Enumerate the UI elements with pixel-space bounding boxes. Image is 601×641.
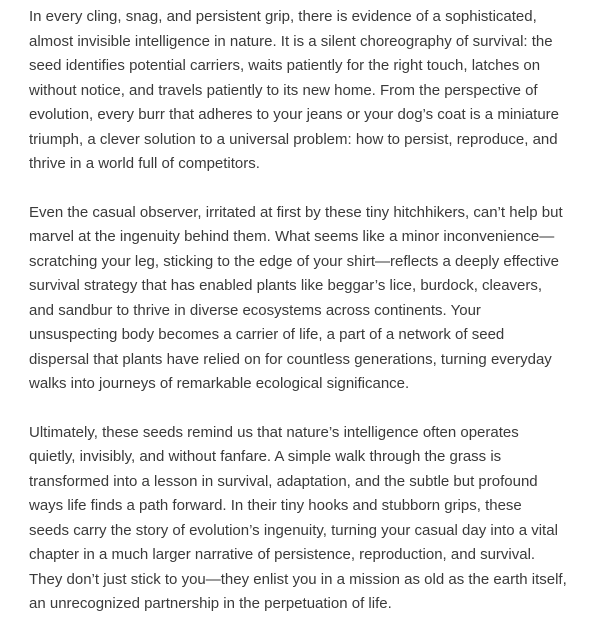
text-line: dispersal that plants have relied on for countless generations, turning everyday: [29, 350, 552, 368]
text-line: unsuspecting body becomes a carrier of life, a part of a network of seed: [29, 326, 505, 343]
text-line: chapter in a much larger narrative of persistence, reproduction, and survival.: [29, 546, 536, 563]
text-line: marvel at the ingenuity behind them. What seems like a minor inconvenience—: [29, 228, 555, 245]
text-line: scratching your leg, sticking to the edge of your shirt—reflects a deeply effective: [29, 252, 559, 270]
paragraph-2: [29, 201, 589, 397]
text-line: almost invisible intelligence in nature. It is a silent choreography of survival: the: [29, 32, 553, 50]
paragraph-3: [29, 421, 589, 617]
text-line: thrive in a world full of competitors.: [29, 155, 260, 172]
text-line: evolution, every burr that adheres to your jeans or your dog’s coat is a miniature: [29, 106, 560, 123]
paragraph-1: [29, 5, 589, 177]
text-line: an unrecognized partnership in the perpetuation of life.: [29, 595, 392, 612]
text-line: walks into journeys of remarkable ecological significance.: [29, 375, 410, 392]
text-line: without notice, and travels patiently to its new home. From the perspective of: [29, 81, 538, 99]
text-line: seeds carry the story of evolution’s ingenuity, turning your casual day into a vital: [29, 521, 558, 539]
text-line: transformed into a lesson in survival, adaptation, and the subtle but profound: [29, 472, 538, 490]
text-line: triumph, a clever solution to a universal problem: how to persist, reproduce, and: [29, 130, 558, 148]
text-line: and sandbur to thrive in diverse ecosystems across continents. Your: [29, 301, 481, 319]
text-line: quietly, invisibly, and without fanfare. A simple walk through the grass is: [29, 448, 502, 465]
article-body: [29, 5, 589, 641]
text-line: survival strategy that has enabled plants like beggar’s lice, burdock, cleavers,: [29, 277, 543, 294]
text-line: Ultimately, these seeds remind us that nature’s intelligence often operates: [29, 423, 519, 441]
text-line: seed identifies potential carriers, waits patiently for the right touch, latches on: [29, 57, 541, 74]
text-line: They don’t just stick to you—they enlist you in a mission as old as the earth itself,: [29, 570, 567, 588]
text-line: ways life finds a path forward. In their tiny hooks and stubborn grips, these: [29, 497, 522, 514]
text-line: In every cling, snag, and persistent grip, there is evidence of a sophisticated,: [29, 8, 537, 25]
text-line: Even the casual observer, irritated at first by these tiny hitchhikers, can’t help but: [29, 203, 563, 221]
